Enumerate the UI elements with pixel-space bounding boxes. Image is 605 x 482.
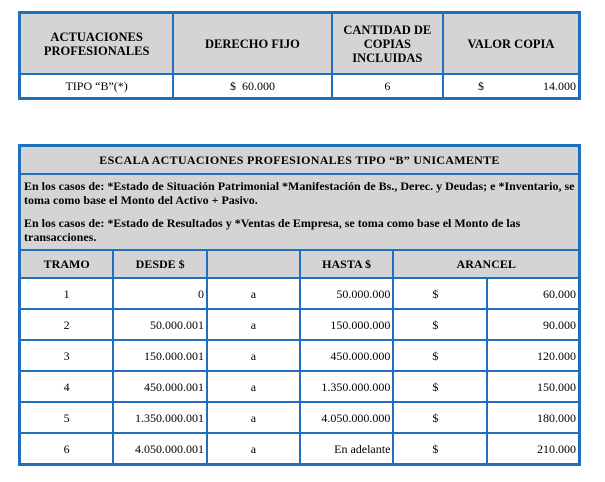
note-paragraph-2: En los casos de: *Estado de Resultados y *Ventas de Empresa, se toma como base el Monto de las transacciones. xyxy=(24,216,521,244)
cell-separator: a xyxy=(207,371,300,402)
scale-table-notes xyxy=(20,174,579,250)
cell-desde: 50.000.001 xyxy=(113,309,207,340)
cell-desde: 450.000.001 xyxy=(113,371,207,402)
cell-desde: 4.050.000.001 xyxy=(113,433,207,464)
cell-valor-copia-currency: $ xyxy=(477,79,484,93)
cell-tramo: 4 xyxy=(20,371,113,402)
table-row xyxy=(20,371,579,402)
cell-tramo: 1 xyxy=(20,278,113,309)
cell-currency: $ xyxy=(393,309,486,340)
scale-table-title-row xyxy=(20,146,579,174)
cell-tramo: 2 xyxy=(20,309,113,340)
scale-table-title: ESCALA ACTUACIONES PROFESIONALES TIPO “B” UNICAMENTE xyxy=(20,146,579,174)
cell-separator: a xyxy=(207,402,300,433)
header-cantidad-line-1: CANTIDAD DE xyxy=(343,22,432,37)
scale-table xyxy=(18,144,581,466)
fees-table xyxy=(18,11,581,100)
table-row xyxy=(20,402,579,433)
fees-table-row xyxy=(20,74,579,98)
header-actuaciones xyxy=(20,13,173,74)
cell-currency: $ xyxy=(393,433,486,464)
note-paragraph-1: En los casos de: *Estado de Situación Patrimonial *Manifestación de Bs., Derec. y Deudas; e *Inventario, se toma como base el Monto del Activo + Pasivo. xyxy=(24,179,575,207)
cell-arancel: 150.000 xyxy=(487,371,579,402)
col-header-tramo: TRAMO xyxy=(20,250,113,278)
cell-valor-copia xyxy=(443,74,579,98)
cell-valor-copia-amount: 14.000 xyxy=(543,79,576,93)
cell-hasta: 4.050.000.000 xyxy=(300,402,394,433)
cell-separator: a xyxy=(207,309,300,340)
cell-separator: a xyxy=(207,433,300,464)
table-row xyxy=(20,309,579,340)
header-valor-copia: VALOR COPIA xyxy=(443,13,579,74)
cell-arancel: 120.000 xyxy=(487,340,579,371)
cell-copias: 6 xyxy=(332,74,443,98)
cell-arancel: 90.000 xyxy=(487,309,579,340)
scale-table-notes-row xyxy=(20,174,579,250)
header-actuaciones-line-1: ACTUACIONES xyxy=(50,29,143,44)
cell-desde: 0 xyxy=(113,278,207,309)
col-header-desde: DESDE $ xyxy=(113,250,207,278)
cell-desde: 150.000.001 xyxy=(113,340,207,371)
cell-currency: $ xyxy=(393,402,486,433)
cell-desde: 1.350.000.001 xyxy=(113,402,207,433)
cell-hasta: 150.000.000 xyxy=(300,309,394,340)
header-cantidad-copias xyxy=(332,13,443,74)
col-header-arancel: ARANCEL xyxy=(393,250,579,278)
cell-separator: a xyxy=(207,340,300,371)
cell-arancel: 60.000 xyxy=(487,278,579,309)
col-header-hasta: HASTA $ xyxy=(300,250,394,278)
table-row xyxy=(20,278,579,309)
cell-arancel: 180.000 xyxy=(487,402,579,433)
header-cantidad-line-3: INCLUIDAS xyxy=(352,50,423,65)
header-actuaciones-line-2: PROFESIONALES xyxy=(43,43,150,58)
table-row xyxy=(20,340,579,371)
cell-currency: $ xyxy=(393,371,486,402)
cell-tramo: 6 xyxy=(20,433,113,464)
cell-arancel: 210.000 xyxy=(487,433,579,464)
fees-table-header-row xyxy=(20,13,579,74)
cell-hasta: 50.000.000 xyxy=(300,278,394,309)
cell-hasta: En adelante xyxy=(300,433,394,464)
cell-derecho-fijo: $ 60.000 xyxy=(173,74,331,98)
cell-tramo: 5 xyxy=(20,402,113,433)
header-cantidad-line-2: COPIAS xyxy=(363,36,411,51)
cell-separator: a xyxy=(207,278,300,309)
cell-tipo: TIPO “B”(*) xyxy=(20,74,173,98)
cell-hasta: 450.000.000 xyxy=(300,340,394,371)
col-header-blank xyxy=(207,250,300,278)
cell-tramo: 3 xyxy=(20,340,113,371)
scale-table-header-row xyxy=(20,250,579,278)
cell-hasta: 1.350.000.000 xyxy=(300,371,394,402)
table-row xyxy=(20,433,579,464)
cell-currency: $ xyxy=(393,278,486,309)
cell-currency: $ xyxy=(393,340,486,371)
header-derecho-fijo: DERECHO FIJO xyxy=(173,13,331,74)
